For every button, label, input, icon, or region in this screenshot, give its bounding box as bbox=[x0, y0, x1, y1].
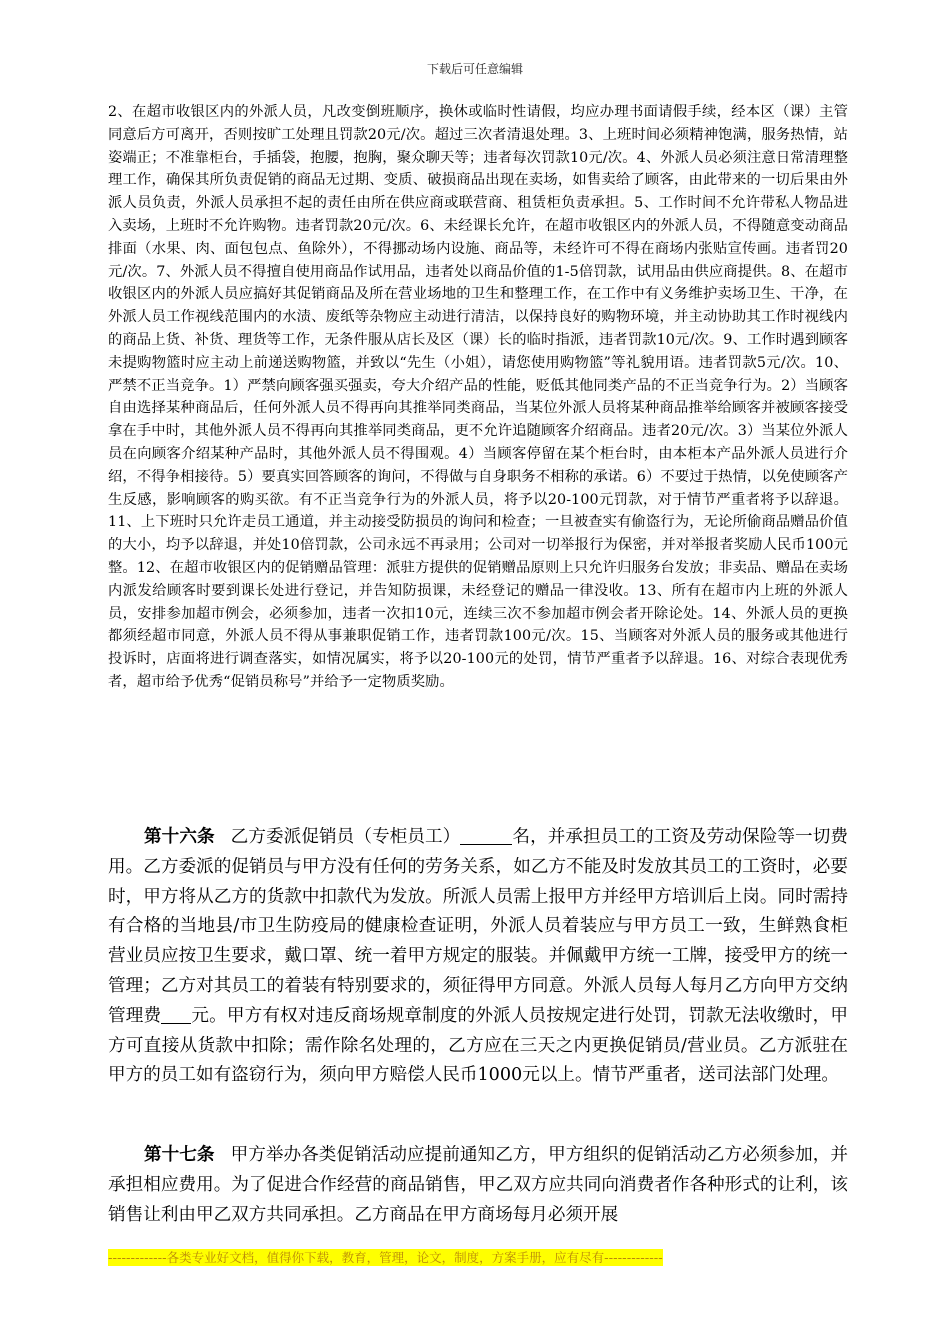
article-16-part3: 元。甲方有权对违反商场规章制度的外派人员按规定进行处罚，罚款无法收缴时，甲方可直接从货款中扣除；需作除名处理的，乙方应在三天之内更换促销员/营业员。乙方派驻在甲方的员工如有盗窃行为，须向甲方赔偿人民币1000元以上。情节严重者，送司法部门处理。 bbox=[108, 1005, 848, 1086]
staff-count-blank bbox=[460, 826, 512, 845]
article-16-part1: 乙方委派促销员（专柜员工） bbox=[230, 827, 461, 847]
article-17 bbox=[108, 1140, 848, 1230]
article-17-text: 甲方举办各类促销活动应提前通知乙方，甲方组织的促销活动乙方必须参加，并承担相应费用。为了促进合作经营的商品销售，甲乙双方应共同向消费者作各种形式的让利，该销售让利由甲乙双方共同承担。乙方商品在甲方商场每月必须开展 bbox=[108, 1145, 848, 1225]
management-fee-blank bbox=[161, 1005, 191, 1024]
page-footer: -------------各类专业好文档，值得你下载，教育，管理，论文，制度，方案手册，应有尽有------------- bbox=[108, 1250, 663, 1265]
article-16-label: 第十六条 bbox=[144, 826, 215, 847]
rules-paragraph: 2、在超市收银区内的外派人员，凡改变倒班顺序，换休或临时性请假，均应办理书面请假手续，经本区（课）主管同意后方可离开，否则按旷工处理且罚款20元/次。超过三次者清退处理。3、上班时间必须精神饱满，服务热情，站姿端正；不准靠柜台，手插袋，抱腰，抱胸，聚众聊天等；违者每次罚款10元/次。4、外派人员必须注意日常清理整理工作，确保其所负责促销的商品无过期、变质、破损商品出现在卖场，如售卖给了顾客，由此带来的一切后果由外派人员负责，外派人员承担不起的责任由所在供应商或联营商、租赁柜负责承担。5、工作时间不允许带私人物品进入卖场，上班时不允许购物。违者罚款20元/次。6、未经课长允许，在超市收银区内的外派人员，不得随意变动商品排面（水果、肉、面包包点、鱼除外），不得挪动场内设施、商品等，未经许可不得在商场内张贴宣传画。违者罚20元/次。7、外派人员不得擅自使用商品作试用品，违者处以商品价值的1-5倍罚款，试用品由供应商提供。8、在超市收银区内的外派人员应搞好其促销商品及所在营业场地的卫生和整理工作，在工作中有义务维护卖场卫生、干净，在外派人员工作视线范围内的水渍、废纸等杂物应主动进行清洁，以保持良好的购物环境，并主动协助其工作时视线内的商品上货、补货、理货等工作，无条件服从店长及区（课）长的临时指派，违者罚款10元/次。9、工作时遇到顾客未提购物篮时应主动上前递送购物篮，并致以“先生（小姐），请您使用购物篮”等礼貌用语。违者罚款5元/次。10、严禁不正当竞争。1）严禁向顾客强买强卖，夸大介绍产品的性能，贬低其他同类产品的不正当竞争行为。2）当顾客自由选择某种商品后，任何外派人员不得再向其推举同类商品，当某位外派人员将某种商品推举给顾客并被顾客接受拿在手中时，其他外派人员不得再向其推举同类商品，更不允许追随顾客介绍商品。违者20元/次。3）当某位外派人员在向顾客介绍某种产品时，其他外派人员不得围观。4）当顾客停留在某个柜台时，由本柜本产品外派人员进行介绍，不得争相接待。5）要真实回答顾客的询问，不得做与自身职务不相称的承诺。6）不要过于热情，以免使顾客产生反感，影响顾客的购买欲。有不正当竞争行为的外派人员，将予以20-100元罚款，对于情节严重者将予以辞退。11、上下班时只允许走员工通道，并主动接受防损员的询问和检查；一旦被查实有偷盗行为，无论所偷商品赠品价值的大小，均予以辞退，并处10倍罚款，公司永远不再录用；公司对一切举报行为保密，并对举报者奖励人民币100元整。12、在超市收银区内的促销赠品管理：派驻方提供的促销赠品原则上只允许归服务台发放；非卖品、赠品在卖场内派发给顾客时要到课长处进行登记，并告知防损课，未经登记的赠品一律没收。13、所有在超市内上班的外派人员，安排参加超市例会，必须参加，违者一次扣10元，连续三次不参加超市例会者开除论处。14、外派人员的更换都须经超市同意，外派人员不得从事兼职促销工作，违者罚款100元/次。15、当顾客对外派人员的服务或其他进行投诉时，店面将进行调查落实，如情况属实，将予以20-100元的处罚，情节严重者予以辞退。16、对综合表现优秀者，超市给予优秀“促销员称号”并给予一定物质奖励。 bbox=[108, 104, 848, 690]
article-16 bbox=[108, 822, 848, 1091]
article-16-part2: 名，并承担员工的工资及劳动保险等一切费用。乙方委派的促销员与甲方没有任何的劳务关系，如乙方不能及时发放其员工的工资时，必要时，甲方将从乙方的货款中扣款代为发放。所派人员需上报甲方并经甲方培训后上岗。同时需持有合格的当地县/市卫生防疫局的健康检查证明，外派人员着装应与甲方员工一致，生鲜熟食柜营业员应按卫生要求，戴口罩、统一着甲方规定的服装。并佩戴甲方统一工牌，接受甲方的统一管理；乙方对其员工的着装有特别要求的，须征得甲方同意。外派人员每人每月乙方向甲方交纳管理费 bbox=[108, 827, 848, 1026]
article-17-label: 第十七条 bbox=[144, 1144, 215, 1165]
page-header: 下载后可任意编辑 bbox=[426, 62, 523, 76]
